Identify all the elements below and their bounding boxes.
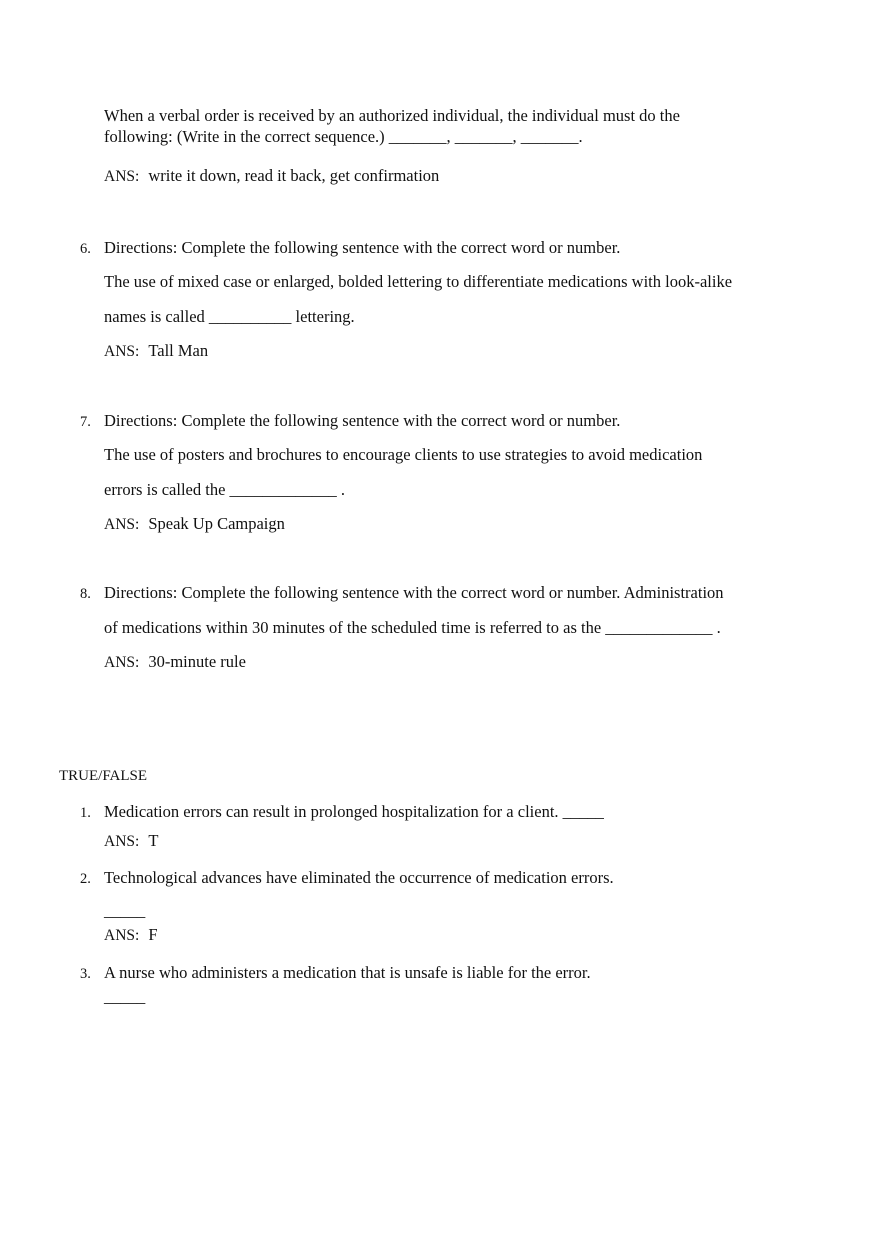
tf-number-3: 3. xyxy=(80,966,91,982)
section-heading-true-false: TRUE/FALSE xyxy=(59,768,148,784)
question-6-line-1: The use of mixed case or enlarged, bolded lettering to differentiate medications with look-alike xyxy=(104,272,733,291)
verbal-order-question-line-2: following: (Write in the correct sequence.) _______, _______, _______. xyxy=(104,127,583,146)
tf-number-1: 1. xyxy=(80,805,91,821)
tf-1-answer xyxy=(104,831,158,852)
tf-number-2: 2. xyxy=(80,871,91,887)
question-6-answer xyxy=(104,341,208,362)
answer-label: ANS: xyxy=(104,833,140,850)
question-8-line-1: Directions: Complete the following sentence with the correct word or number. Administration xyxy=(104,583,724,602)
answer-value: Tall Man xyxy=(148,341,209,360)
question-7-line-1: The use of posters and brochures to encourage clients to use strategies to avoid medication xyxy=(104,445,703,464)
answer-value: Speak Up Campaign xyxy=(148,514,285,533)
answer-label: ANS: xyxy=(104,654,140,671)
answer-label: ANS: xyxy=(104,516,140,533)
question-7-directions: Directions: Complete the following sentence with the correct word or number. xyxy=(104,411,621,430)
question-8-answer xyxy=(104,652,246,673)
verbal-order-answer xyxy=(104,166,439,187)
question-8-line-2: of medications within 30 minutes of the scheduled time is referred to as the _____________ . xyxy=(104,618,721,637)
tf-1-statement: Medication errors can result in prolonged hospitalization for a client. _____ xyxy=(104,802,604,821)
answer-value: T xyxy=(148,831,159,850)
answer-value: write it down, read it back, get confirmation xyxy=(148,166,440,185)
answer-label: ANS: xyxy=(104,927,140,944)
answer-label: ANS: xyxy=(104,168,140,185)
answer-label: ANS: xyxy=(104,343,140,360)
question-7-line-2: errors is called the _____________ . xyxy=(104,480,346,499)
answer-value: 30-minute rule xyxy=(148,652,246,671)
tf-2-blank: _____ xyxy=(104,901,146,920)
tf-3-blank: _____ xyxy=(104,987,146,1006)
question-6-line-2: names is called __________ lettering. xyxy=(104,307,355,326)
verbal-order-question-line-1: When a verbal order is received by an authorized individual, the individual must do the xyxy=(104,106,680,125)
question-number-7: 7. xyxy=(80,414,91,430)
tf-2-answer xyxy=(104,925,158,946)
tf-2-statement: Technological advances have eliminated the occurrence of medication errors. xyxy=(104,868,614,887)
question-6-directions: Directions: Complete the following sentence with the correct word or number. xyxy=(104,238,621,257)
question-number-8: 8. xyxy=(80,586,91,602)
question-number-6: 6. xyxy=(80,241,91,257)
answer-value: F xyxy=(148,925,158,944)
tf-3-statement: A nurse who administers a medication that is unsafe is liable for the error. xyxy=(104,963,591,982)
question-7-answer xyxy=(104,514,285,535)
